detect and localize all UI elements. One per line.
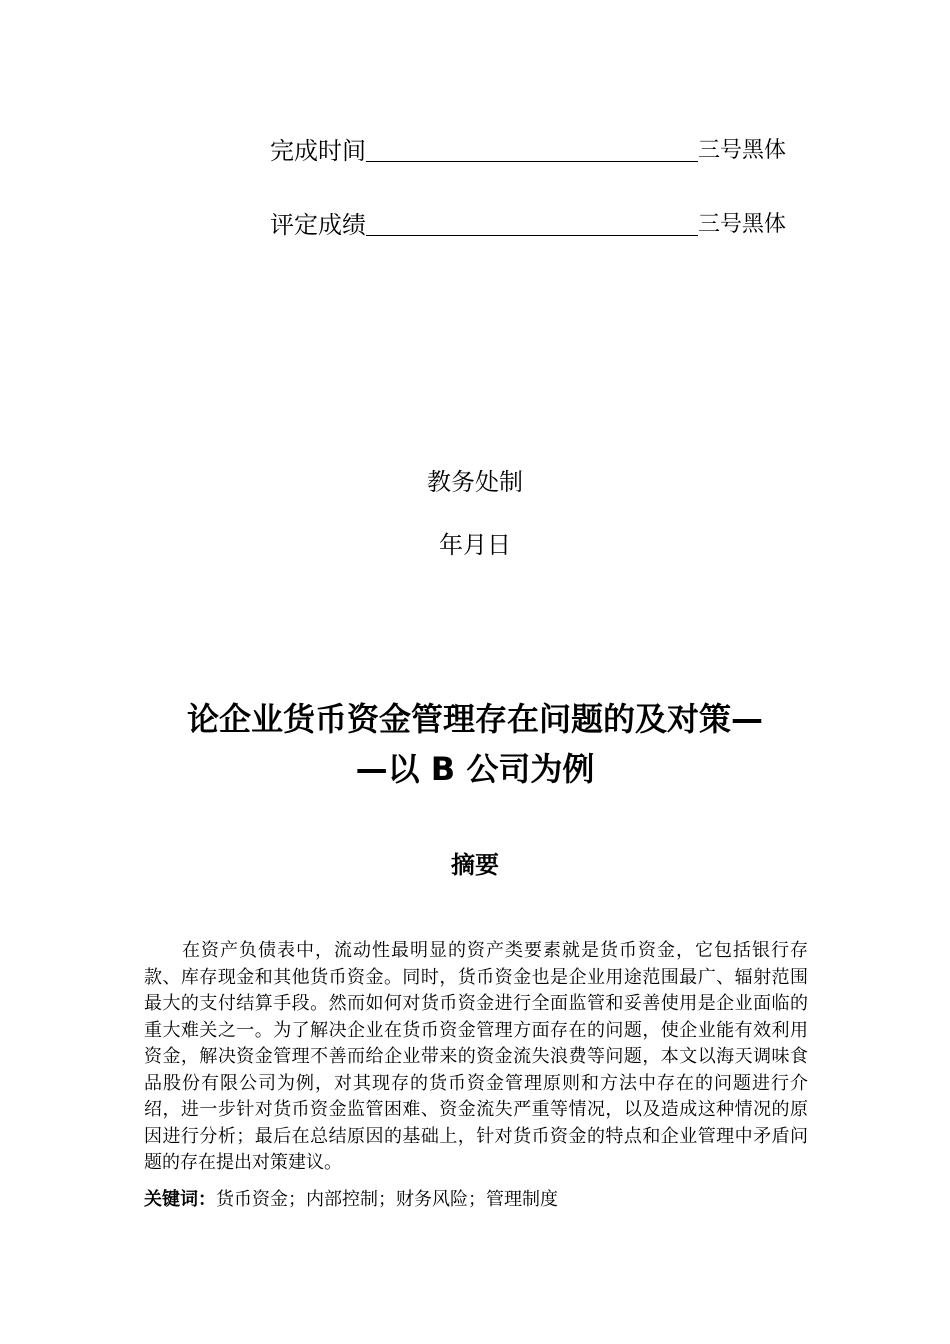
completion-time-row: [270, 132, 810, 166]
grade-hint: 三号黑体: [698, 212, 787, 237]
issuing-office: 教务处制: [427, 468, 523, 496]
paper-title-line-1: 论企业货币资金管理存在问题的及对策—: [186, 700, 763, 738]
issue-date: 年月日: [439, 531, 511, 559]
grade-blank: [366, 209, 698, 236]
keywords-label: 关键词：: [144, 1189, 216, 1210]
completion-time-hint: 三号黑体: [698, 138, 787, 163]
abstract-body: 在资产负债表中，流动性最明显的资产类要素就是货币资金，它包括银行存款、库存现金和其他货币资金。同时，货币资金也是企业用途范围最广、辐射范围最大的支付结算手段。然而如何对货币资金进行全面监管和妥善使用是企业面临的重大难关之一。为了解决企业在货币资金管理方面存在的问题，使企业能有效利用资金，解决资金管理不善而给企业带来的资金流失浪费等问题，本文以海天调味食品股份有限公司为例，对其现存的货币资金管理原则和方法中存在的问题进行介绍，进一步针对货币资金监管困难、资金流失严重等情况，以及造成这种情况的原因进行分析；最后在总结原因的基础上，针对货币资金的特点和企业管理中矛盾问题的存在提出对策建议。: [144, 940, 808, 1173]
paper-title-line-2: —以 B 公司为例: [355, 750, 595, 788]
grade-label: 评定成绩: [270, 211, 366, 239]
keywords-value: 货币资金；内部控制；财务风险；管理制度: [216, 1189, 558, 1210]
keywords: [144, 1187, 808, 1213]
paper-title: [140, 694, 810, 794]
grade-row: [270, 206, 810, 240]
completion-time-blank: [366, 135, 698, 162]
completion-time-label: 完成时间: [270, 137, 366, 165]
abstract-heading: 摘要: [451, 851, 499, 879]
